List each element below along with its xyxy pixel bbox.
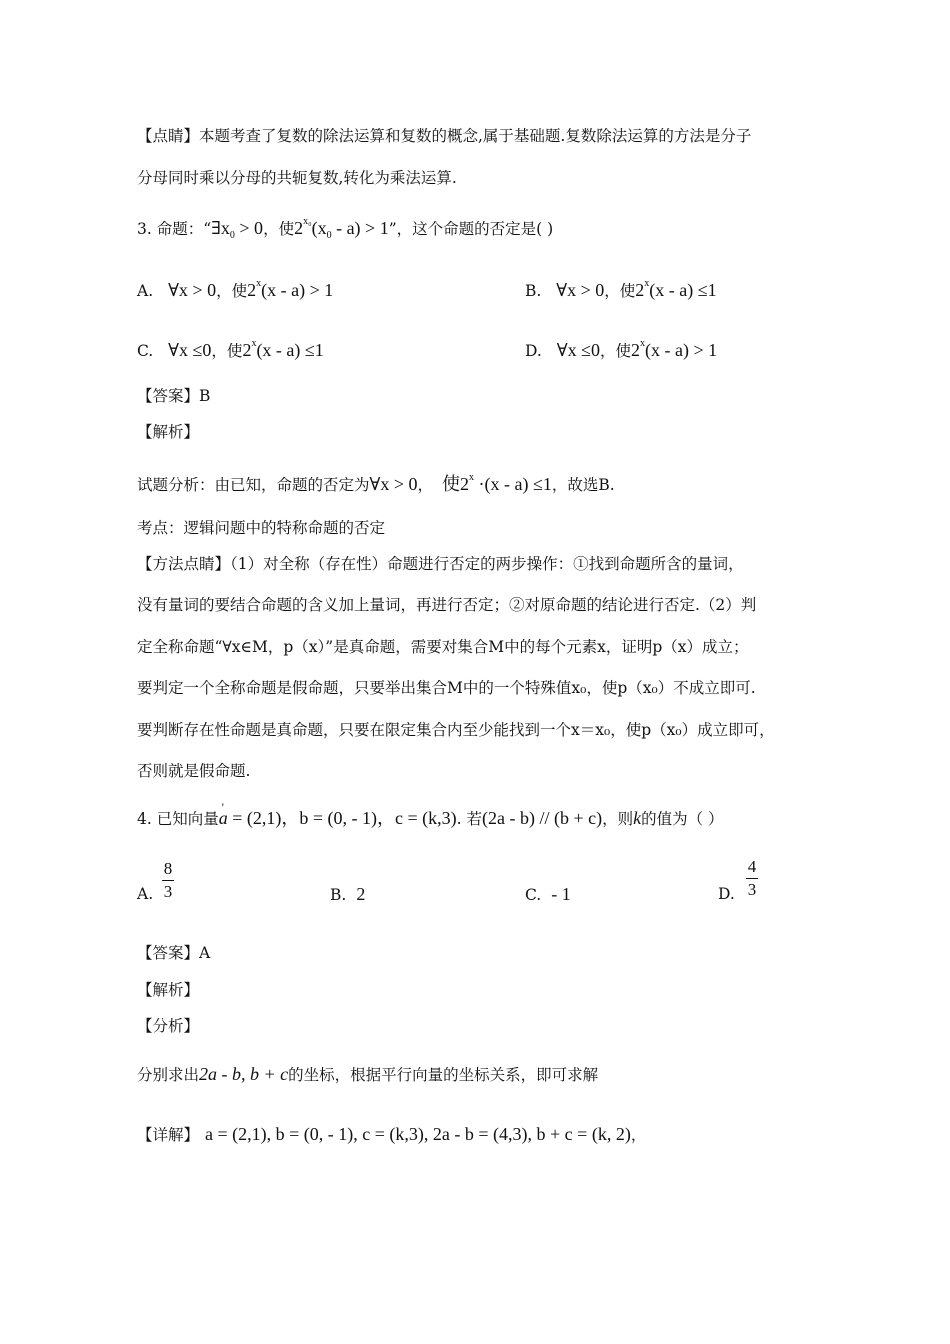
q3-method-line-3: 定全称命题“∀x∈M，p（x）”是真命题，需要对集合M中的每个元素x，证明p（x）成立； (137, 638, 749, 656)
q4-detail-math: a = (2,1), b = (0, - 1), c = (k,3), 2a - b = (4,3), b + c = (k, 2) (205, 1124, 631, 1144)
q4-fenxi-head: 【分析】 (137, 1017, 200, 1035)
q4-detail: 【详解】 a = (2,1), b = (0, - 1), c = (k,3), 2a - b = (4,3), b + c = (k, 2)， (137, 1124, 647, 1144)
q3-analysis-head: 【解析】 (137, 423, 200, 441)
q4-option-b: B. 2 (330, 884, 366, 904)
q4-option-d-label: D. (718, 885, 735, 903)
q3-kaodian: 考点：逻辑问题中的特称命题的否定 (137, 519, 386, 537)
q3-option-a: A. ∀x > 0，使2$^x$(x - a) > 1 (137, 278, 334, 300)
q4-fenxi: 分别求出2a - b, b + c的坐标，根据平行向量的坐标关系，即可求解 (137, 1064, 599, 1084)
q3-method-line-2: 没有量词的要结合命题的含义加上量词，再进行否定；②对原命题的结论进行否定.（2）判 (137, 596, 757, 614)
q4-stem: 4. 已知向量' a = (2,1)，b = (0, - 1)，c = (k,3). 若(2a - b) // (b + c)，则k的值为（ ） (137, 808, 724, 829)
comment-line-1: 【点睛】本题考查了复数的除法运算和复数的概念,属于基础题.复数除法运算的方法是分子 (137, 127, 752, 145)
q3-answer: 【答案】B (137, 387, 211, 405)
q3-method-line-6: 否则就是假命题. (137, 762, 251, 780)
q4-answer: 【答案】A (137, 944, 211, 962)
q3-stem-suffix: ”，这个命题的否定是( ) (388, 220, 554, 238)
q3-stem-math-exists: $\exists x_0 > 0$ (211, 218, 264, 241)
q3-stem-mid: ，使 (263, 220, 295, 238)
q4-option-c: C. - 1 (525, 884, 571, 904)
q4-option-a-fraction: 8 3 (163, 859, 173, 901)
q3-option-c: C. ∀x ≤0，使2$^x$(x - a) ≤1 (137, 338, 324, 360)
q3-option-b: B. ∀x > 0，使2$^x$(x - a) ≤1 (525, 278, 717, 300)
comment-line-2: 分母同时乘以分母的共轭复数,转化为乘法运算. (137, 169, 457, 187)
q3-stem-prefix: 3. 命题：“ (137, 220, 212, 238)
q4-analysis-head: 【解析】 (137, 981, 200, 999)
q4-option-d-fraction: 4 3 (747, 857, 757, 899)
q3-stem-math-ineq: $2^{x_0}(x_0 - a) > 1$ (294, 216, 389, 241)
q3-method-line-1: 【方法点睛】（1）对全称（存在性）命题进行否定的两步操作：①找到命题所含的量词， (137, 555, 744, 573)
q3-analysis: 试题分析：由已知，命题的否定为∀x > 0， 使$2^x \cdot(x - a) \le 1$，故选B. (137, 472, 615, 494)
q3-method-line-4: 要判定一个全称命题是假命题，只要举出集合M中的一个特殊值x₀，使p（x₀）不成立即可. (137, 679, 756, 697)
q4-option-a-label: A. (137, 885, 154, 903)
q3-method-line-5: 要判断存在性命题是真命题，只要在限定集合内至少能找到一个x＝x₀，使p（x₀）成立即可， (137, 721, 775, 739)
q3-stem (137, 212, 553, 246)
q3-option-d: D. ∀x ≤0，使2$^x$(x - a) > 1 (525, 338, 718, 360)
